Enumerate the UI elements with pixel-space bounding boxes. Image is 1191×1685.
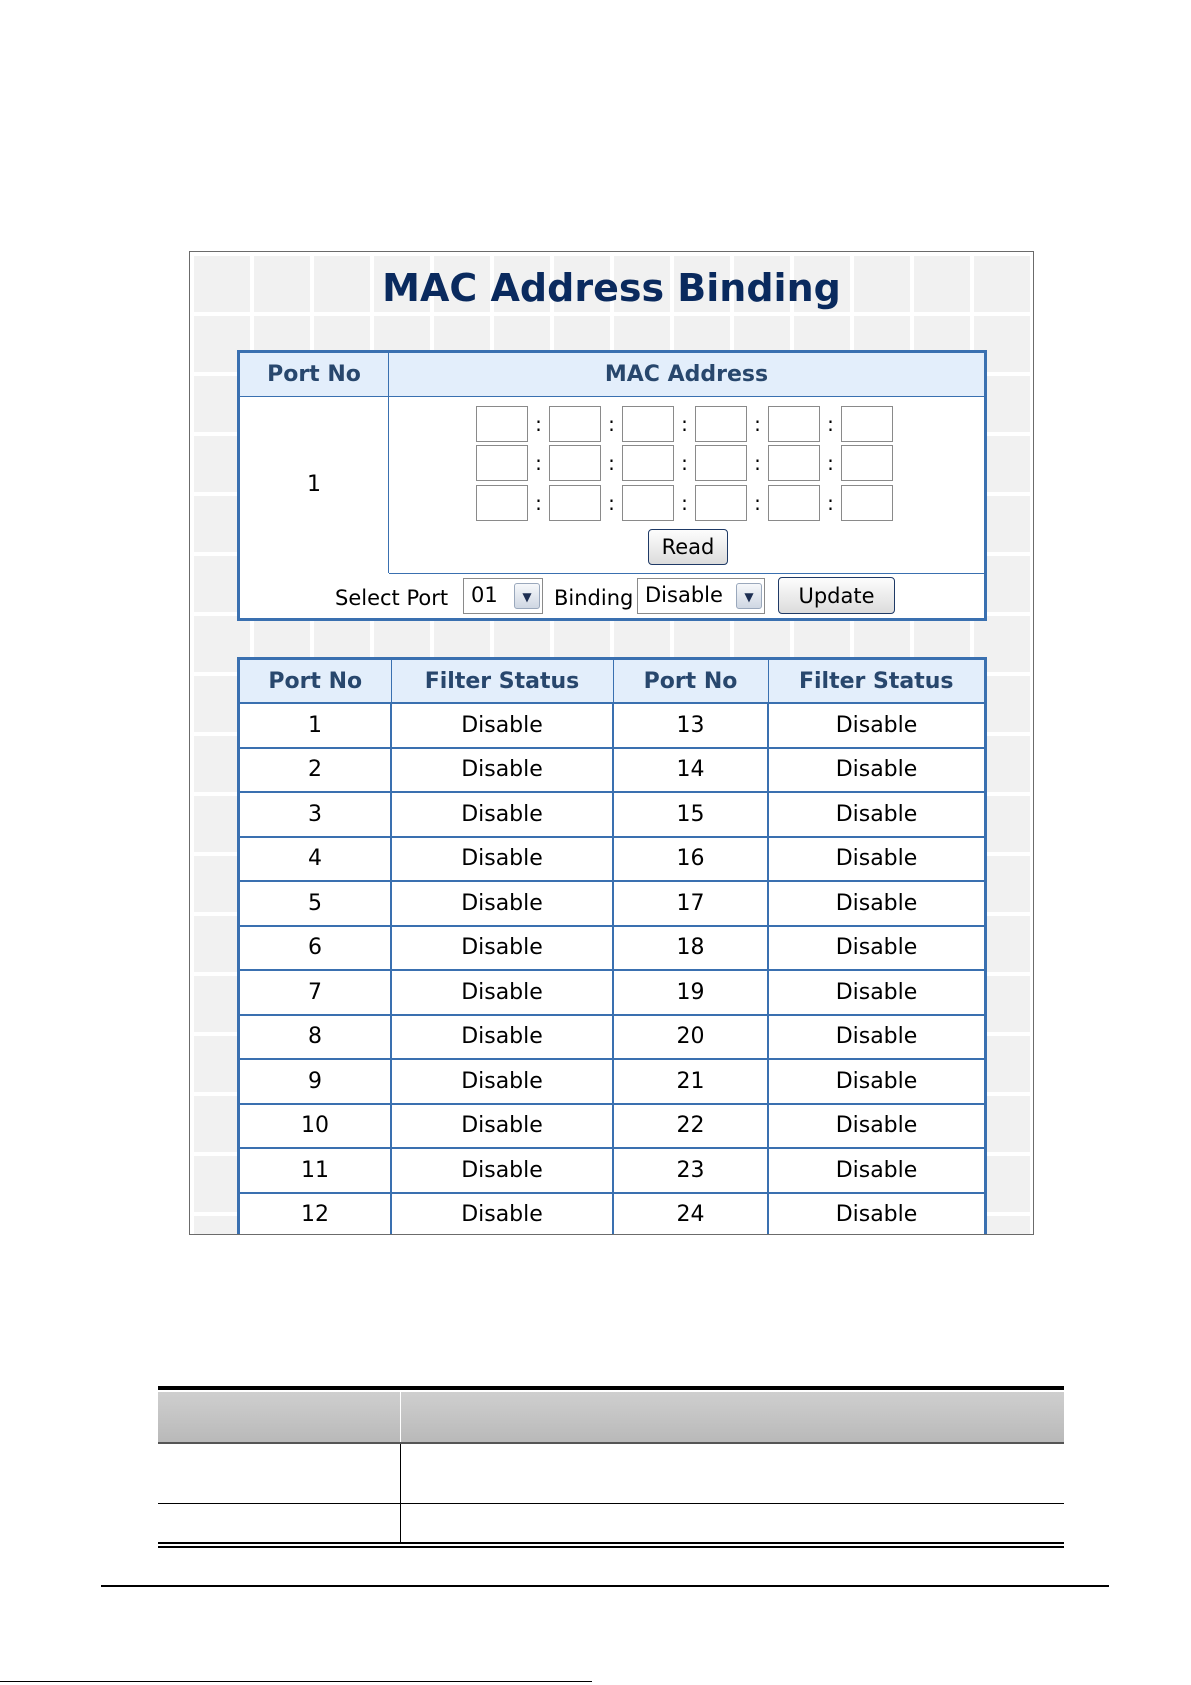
mac-address-row-3	[476, 484, 893, 522]
mac-separator: :	[681, 491, 688, 515]
table-row	[239, 837, 986, 882]
port-no-cell: 22	[613, 1104, 768, 1149]
filter-status-cell: Disable	[768, 1104, 986, 1149]
mac-separator: :	[608, 491, 615, 515]
filter-status-cell: Disable	[768, 1059, 986, 1104]
mac-separator: :	[827, 491, 834, 515]
mac-octet-input[interactable]	[476, 485, 528, 521]
filter-status-cell: Disable	[768, 970, 986, 1015]
port-no-cell: 18	[613, 926, 768, 971]
mac-octet-input[interactable]	[841, 445, 893, 481]
filter-status-cell: Disable	[391, 1015, 613, 1060]
filter-status-cell: Disable	[768, 703, 986, 748]
description-table-header	[158, 1392, 1064, 1444]
update-button[interactable]: Update	[778, 577, 895, 614]
table-row	[239, 970, 986, 1015]
filter-status-cell: Disable	[391, 703, 613, 748]
mac-separator: :	[535, 491, 542, 515]
mac-octet-input[interactable]	[841, 406, 893, 442]
filter-status-cell: Disable	[391, 748, 613, 793]
mac-octet-input[interactable]	[549, 445, 601, 481]
header-column-divider	[400, 1392, 401, 1442]
table-row	[239, 1104, 986, 1149]
select-port-dropdown[interactable]	[463, 578, 543, 614]
mac-separator: :	[535, 412, 542, 436]
binding-label: Binding	[554, 586, 634, 610]
filter-status-cell: Disable	[391, 926, 613, 971]
filter-status-cell: Disable	[391, 1059, 613, 1104]
mac-octet-input[interactable]	[549, 485, 601, 521]
port-no-cell: 14	[613, 748, 768, 793]
filter-status-cell: Disable	[768, 881, 986, 926]
port-no-cell: 8	[239, 1015, 392, 1060]
mac-octet-input[interactable]	[695, 445, 747, 481]
port-no-cell: 15	[613, 792, 768, 837]
mac-separator: :	[535, 451, 542, 475]
mac-octet-input[interactable]	[549, 406, 601, 442]
table-row	[239, 1193, 986, 1236]
filter-status-cell: Disable	[391, 837, 613, 882]
mac-octet-input[interactable]	[695, 485, 747, 521]
mac-octet-input[interactable]	[768, 445, 820, 481]
mac-octet-input[interactable]	[768, 406, 820, 442]
table-row	[239, 748, 986, 793]
filter-status-cell: Disable	[391, 970, 613, 1015]
filter-status-cell: Disable	[768, 1148, 986, 1193]
page-title: MAC Address Binding	[382, 266, 841, 310]
table-row	[239, 1148, 986, 1193]
filter-status-table	[237, 657, 987, 1235]
header-mac-address: MAC Address	[389, 353, 984, 397]
mac-separator: :	[608, 412, 615, 436]
port-no-cell: 17	[613, 881, 768, 926]
mac-separator: :	[681, 451, 688, 475]
select-port-value: 01	[471, 583, 498, 607]
mac-port-value: 1	[240, 397, 389, 573]
port-no-cell: 16	[613, 837, 768, 882]
mac-separator: :	[754, 451, 761, 475]
header-filter-status: Filter Status	[391, 659, 613, 704]
mac-octet-input[interactable]	[476, 406, 528, 442]
mac-address-row-2	[476, 444, 893, 482]
screenshot-frame	[189, 251, 1034, 1235]
table-row	[239, 1059, 986, 1104]
table-bottom-rule	[158, 1542, 1064, 1544]
table-top-rule	[158, 1386, 1064, 1390]
mac-separator: :	[608, 451, 615, 475]
port-no-cell: 4	[239, 837, 392, 882]
port-no-cell: 13	[613, 703, 768, 748]
mac-separator: :	[754, 412, 761, 436]
header-filter-status: Filter Status	[768, 659, 986, 704]
filter-status-cell: Disable	[768, 1193, 986, 1236]
header-port-no: Port No	[239, 659, 392, 704]
filter-status-cell: Disable	[768, 926, 986, 971]
chevron-down-icon: ▼	[736, 583, 762, 609]
table-row	[239, 926, 986, 971]
binding-controls	[240, 574, 984, 618]
footer-rule	[101, 1585, 1109, 1587]
port-no-cell: 5	[239, 881, 392, 926]
port-no-cell: 10	[239, 1104, 392, 1149]
mac-separator: :	[681, 412, 688, 436]
row-divider	[158, 1503, 1064, 1504]
filter-status-cell: Disable	[768, 792, 986, 837]
port-no-cell: 24	[613, 1193, 768, 1236]
filter-status-cell: Disable	[768, 1015, 986, 1060]
mac-octet-input[interactable]	[622, 406, 674, 442]
read-button[interactable]: Read	[648, 529, 728, 565]
table-row	[239, 881, 986, 926]
mac-separator: :	[754, 491, 761, 515]
binding-value: Disable	[645, 583, 723, 607]
page-bottom-rule	[0, 1681, 592, 1682]
column-divider	[400, 1444, 401, 1542]
filter-status-cell: Disable	[768, 837, 986, 882]
table-header-row	[239, 659, 986, 704]
mac-address-row-1	[476, 405, 893, 443]
mac-address-fields	[389, 397, 984, 574]
mac-octet-input[interactable]	[622, 485, 674, 521]
mac-separator: :	[827, 412, 834, 436]
port-no-cell: 9	[239, 1059, 392, 1104]
filter-status-cell: Disable	[391, 881, 613, 926]
mac-binding-table	[237, 350, 987, 621]
header-port-no: Port No	[240, 353, 389, 397]
mac-octet-input[interactable]	[622, 445, 674, 481]
port-no-cell: 7	[239, 970, 392, 1015]
port-no-cell: 12	[239, 1193, 392, 1236]
mac-octet-input[interactable]	[768, 485, 820, 521]
filter-status-cell: Disable	[391, 1148, 613, 1193]
mac-octet-input[interactable]	[476, 445, 528, 481]
chevron-down-icon: ▼	[514, 583, 540, 609]
port-no-cell: 11	[239, 1148, 392, 1193]
port-no-cell: 19	[613, 970, 768, 1015]
filter-status-cell: Disable	[391, 1193, 613, 1236]
table-row	[239, 1015, 986, 1060]
port-no-cell: 23	[613, 1148, 768, 1193]
filter-status-cell: Disable	[768, 748, 986, 793]
mac-octet-input[interactable]	[841, 485, 893, 521]
port-no-cell: 1	[239, 703, 392, 748]
port-no-cell: 21	[613, 1059, 768, 1104]
port-no-cell: 6	[239, 926, 392, 971]
mac-octet-input[interactable]	[695, 406, 747, 442]
port-no-cell: 3	[239, 792, 392, 837]
select-port-label: Select Port	[335, 586, 449, 610]
binding-dropdown[interactable]	[637, 578, 765, 614]
header-port-no: Port No	[613, 659, 768, 704]
table-row	[239, 703, 986, 748]
table-row	[239, 792, 986, 837]
filter-status-cell: Disable	[391, 1104, 613, 1149]
filter-status-cell: Disable	[391, 792, 613, 837]
table-bottom-rule	[158, 1546, 1064, 1548]
mac-separator: :	[827, 451, 834, 475]
description-table	[158, 1386, 1064, 1547]
port-no-cell: 2	[239, 748, 392, 793]
port-no-cell: 20	[613, 1015, 768, 1060]
